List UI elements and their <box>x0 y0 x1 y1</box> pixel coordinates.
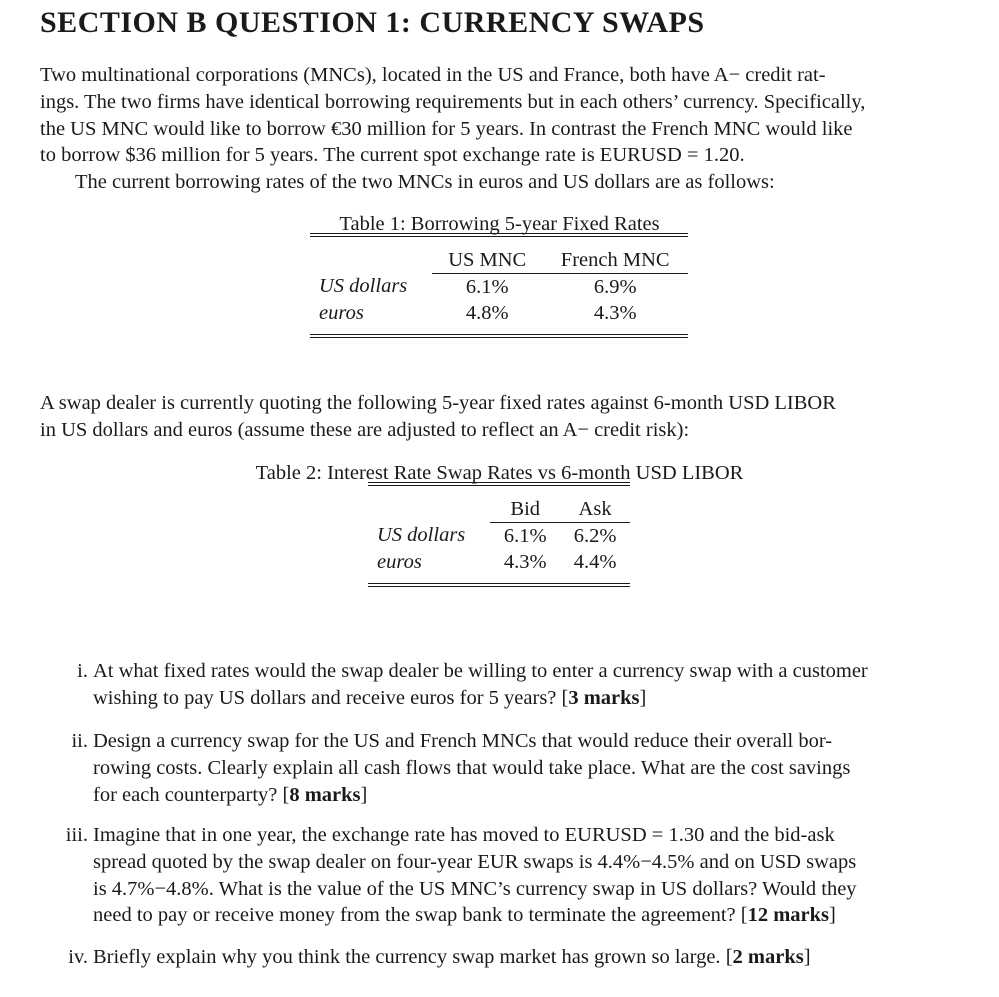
table1-header-french-mnc: French MNC <box>542 247 688 274</box>
table-row <box>368 549 630 575</box>
question-line: Imagine that in one year, the exchange rate has moved to EURUSD = 1.30 and the bid-ask <box>93 824 835 846</box>
intro-line: The current borrowing rates of the two MNCs in euros and US dollars are as follows: <box>75 171 775 194</box>
table2-header-ask: Ask <box>560 496 630 523</box>
row-label: euros <box>377 550 422 573</box>
page-title: SECTION B QUESTION 1: CURRENCY SWAPS <box>40 6 705 39</box>
question-line: rowing costs. Clearly explain all cash flows that would take place. What are the cost savings <box>93 756 851 779</box>
intro-line: Two multinational corporations (MNCs), located in the US and France, both have A− credit rat- <box>40 64 826 86</box>
question-number: ii. <box>71 730 88 752</box>
table1-caption: Table 1: Borrowing 5-year Fixed Rates <box>339 213 660 235</box>
table-cell: 4.8% <box>465 301 509 324</box>
table-row <box>310 300 688 326</box>
question-marks: 2 marks <box>732 946 804 968</box>
question-marks: 12 marks <box>747 904 830 927</box>
table-row <box>310 274 688 301</box>
question-number: iii. <box>65 824 88 846</box>
table2-corner <box>368 496 490 523</box>
question-line: Design a currency swap for the US and French MNCs that would reduce their overall bor- <box>93 730 833 752</box>
row-label: euros <box>319 301 364 324</box>
table1-corner <box>310 247 432 274</box>
question-line: for each counterparty? <box>93 783 278 806</box>
table-cell: 4.4% <box>573 550 617 573</box>
table-cell: 6.1% <box>465 275 509 298</box>
swap-line: in US dollars and euros (assume these are adjusted to reflect an A− credit risk): <box>40 418 690 441</box>
swap-paragraph <box>40 390 958 444</box>
table2-header-bid: Bid <box>490 496 560 523</box>
intro-line: to borrow $36 million for 5 years. The current spot exchange rate is EURUSD = 1.20. <box>40 144 745 167</box>
question-number: iv. <box>68 946 88 968</box>
question-line: Briefly explain why you think the currency swap market has grown so large. <box>93 946 721 968</box>
question-marks: 8 marks <box>289 783 361 806</box>
question-number: i. <box>77 660 88 682</box>
intro-paragraph <box>40 62 958 196</box>
question-line: spread quoted by the swap dealer on four-year EUR swaps is 4.4%−4.5% and on USD swaps <box>93 850 857 873</box>
question-line: is 4.7%−4.8%. What is the value of the US MNC’s currency swap in US dollars? Would they <box>93 877 857 900</box>
question-line: At what fixed rates would the swap dealer be willing to enter a currency swap with a customer <box>93 660 868 682</box>
table2-caption: Table 2: Interest Rate Swap Rates vs 6-month USD LIBOR <box>255 462 744 484</box>
swap-rates-table <box>368 482 630 587</box>
table-cell: 6.2% <box>573 524 617 547</box>
intro-line: ings. The two firms have identical borrowing requirements but in each others’ currency. Specifically, <box>40 90 866 113</box>
table1-header-us-mnc: US MNC <box>432 247 542 274</box>
swap-line: A swap dealer is currently quoting the following 5-year fixed rates against 6-month USD LIBOR <box>40 392 836 414</box>
table-cell: 4.3% <box>593 301 637 324</box>
table-cell: 4.3% <box>503 550 547 573</box>
question-line: need to pay or receive money from the swap bank to terminate the agreement? <box>93 904 736 927</box>
table-row <box>368 523 630 550</box>
borrowing-rates-table <box>310 233 688 338</box>
table-cell: 6.9% <box>593 275 637 298</box>
question-marks: 3 marks <box>568 686 640 709</box>
question-line: wishing to pay US dollars and receive euros for 5 years? <box>93 686 557 709</box>
row-label: US dollars <box>377 524 466 547</box>
table-cell: 6.1% <box>503 524 547 547</box>
intro-line: the US MNC would like to borrow €30 million for 5 years. In contrast the French MNC would like <box>40 117 853 140</box>
row-label: US dollars <box>319 275 408 298</box>
